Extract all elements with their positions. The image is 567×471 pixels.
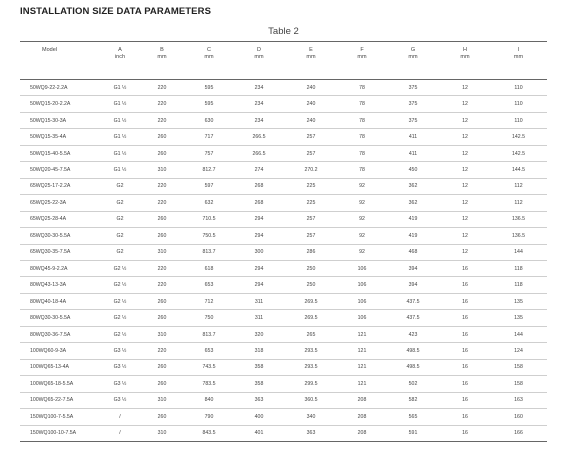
value-cell: 144 [490,326,547,342]
value-cell: 750 [184,310,234,326]
value-cell: 78 [338,96,386,112]
value-cell: 16 [440,376,490,392]
value-cell: 220 [140,195,184,211]
value-cell: 250 [284,260,338,276]
value-cell: 260 [140,211,184,227]
table-row [20,376,547,392]
column-header-label: G [410,47,416,53]
value-cell: 16 [440,425,490,441]
value-cell: 92 [338,195,386,211]
value-cell: 121 [338,376,386,392]
model-cell: 50WQ15-35-4A [20,129,100,145]
value-cell: 142.5 [490,145,547,161]
value-cell: 16 [440,293,490,309]
column-header-unit: mm [460,54,470,60]
column-header-label: I [517,47,520,53]
value-cell: 411 [386,145,440,161]
value-cell: 597 [184,178,234,194]
value-cell: 813.7 [184,326,234,342]
value-cell: 710.5 [184,211,234,227]
value-cell: 340 [284,409,338,425]
column-header-label: A [118,47,122,53]
model-cell: 65WQ30-35-7.5A [20,244,100,260]
value-cell: 118 [490,260,547,276]
value-cell: 158 [490,359,547,375]
value-cell: 595 [184,96,234,112]
column-header-e [284,42,338,80]
value-cell: 310 [140,326,184,342]
value-cell: 106 [338,260,386,276]
table-row [20,112,547,128]
value-cell: G2 [100,244,140,260]
value-cell: 311 [234,310,284,326]
value-cell: 299.5 [284,376,338,392]
value-cell: 362 [386,195,440,211]
value-cell: 106 [338,293,386,309]
value-cell: 843.5 [184,425,234,441]
value-cell: 220 [140,277,184,293]
value-cell: 653 [184,277,234,293]
value-cell: 12 [440,80,490,96]
value-cell: G1 ½ [100,162,140,178]
value-cell: 310 [140,244,184,260]
value-cell: 358 [234,359,284,375]
value-cell: 112 [490,178,547,194]
table-row [20,409,547,425]
value-cell: 12 [440,112,490,128]
value-cell: 300 [234,244,284,260]
value-cell: 268 [234,195,284,211]
value-cell: G2 ½ [100,310,140,326]
table-row [20,392,547,408]
value-cell: G1 ½ [100,112,140,128]
table-row [20,145,547,161]
value-cell: 363 [284,425,338,441]
table-row [20,277,547,293]
value-cell: / [100,425,140,441]
value-cell: G1 ½ [100,145,140,161]
value-cell: 260 [140,129,184,145]
value-cell: / [100,409,140,425]
value-cell: 294 [234,260,284,276]
value-cell: 16 [440,392,490,408]
value-cell: 16 [440,260,490,276]
value-cell: G2 ½ [100,293,140,309]
value-cell: G2 [100,211,140,227]
value-cell: 265 [284,326,338,342]
value-cell: 135 [490,293,547,309]
value-cell: 16 [440,310,490,326]
value-cell: 274 [234,162,284,178]
value-cell: G3 ½ [100,376,140,392]
column-header-h [440,42,490,80]
value-cell: 812.7 [184,162,234,178]
value-cell: 112 [490,195,547,211]
column-header-unit: mm [357,54,367,60]
model-cell: 100WQ65-18-5.5A [20,376,100,392]
value-cell: 358 [234,376,284,392]
column-header-label: Model [42,47,57,53]
value-cell: 78 [338,112,386,128]
value-cell: 270.2 [284,162,338,178]
value-cell: 419 [386,228,440,244]
table-header-row [20,42,547,80]
value-cell: 12 [440,178,490,194]
value-cell: 260 [140,310,184,326]
value-cell: 813.7 [184,244,234,260]
value-cell: 160 [490,409,547,425]
value-cell: 260 [140,228,184,244]
table-row [20,310,547,326]
value-cell: 110 [490,96,547,112]
table-row [20,326,547,342]
column-header-unit: mm [254,54,264,60]
value-cell: G2 ½ [100,260,140,276]
value-cell: 158 [490,376,547,392]
value-cell: 110 [490,112,547,128]
value-cell: G2 [100,178,140,194]
value-cell: 632 [184,195,234,211]
value-cell: 12 [440,195,490,211]
value-cell: 401 [234,425,284,441]
value-cell: 240 [284,80,338,96]
column-header-label: C [207,47,211,53]
value-cell: 144.5 [490,162,547,178]
value-cell: 286 [284,244,338,260]
model-cell: 50WQ15-20-2.2A [20,96,100,112]
value-cell: 362 [386,178,440,194]
value-cell: G3 ½ [100,343,140,359]
value-cell: 110 [490,80,547,96]
value-cell: 582 [386,392,440,408]
value-cell: 78 [338,80,386,96]
value-cell: 437.5 [386,293,440,309]
value-cell: 268 [234,178,284,194]
value-cell: 250 [284,277,338,293]
column-header-b [140,42,184,80]
value-cell: 220 [140,260,184,276]
value-cell: 220 [140,178,184,194]
value-cell: 220 [140,96,184,112]
table-body [20,80,547,442]
value-cell: 142.5 [490,129,547,145]
value-cell: 144 [490,244,547,260]
table-row [20,129,547,145]
column-header-label: D [257,47,261,53]
model-cell: 65WQ30-30-5.5A [20,228,100,244]
model-cell: 100WQ65-22-7.5A [20,392,100,408]
column-header-g [386,42,440,80]
column-header-unit: inch [114,54,126,60]
table-row [20,425,547,441]
value-cell: 565 [386,409,440,425]
column-header-unit: mm [306,54,316,60]
model-cell: 80WQ40-18-4A [20,293,100,309]
value-cell: 220 [140,343,184,359]
value-cell: 310 [140,425,184,441]
value-cell: 12 [440,129,490,145]
value-cell: 92 [338,211,386,227]
table-row [20,178,547,194]
value-cell: G2 ½ [100,277,140,293]
model-cell: 65WQ25-28-4A [20,211,100,227]
value-cell: 423 [386,326,440,342]
value-cell: 257 [284,145,338,161]
value-cell: 591 [386,425,440,441]
value-cell: 260 [140,145,184,161]
value-cell: 257 [284,129,338,145]
value-cell: 92 [338,244,386,260]
value-cell: 363 [234,392,284,408]
value-cell: 234 [234,80,284,96]
value-cell: 16 [440,343,490,359]
column-header-label: H [463,47,467,53]
value-cell: 294 [234,277,284,293]
value-cell: 257 [284,211,338,227]
value-cell: G2 [100,195,140,211]
value-cell: 437.5 [386,310,440,326]
value-cell: 121 [338,326,386,342]
table-row [20,293,547,309]
value-cell: 234 [234,112,284,128]
value-cell: 468 [386,244,440,260]
value-cell: 240 [284,112,338,128]
table-row [20,211,547,227]
value-cell: 717 [184,129,234,145]
value-cell: 294 [234,228,284,244]
table-row [20,80,547,96]
value-cell: 394 [386,277,440,293]
value-cell: 595 [184,80,234,96]
value-cell: 260 [140,409,184,425]
value-cell: 310 [140,392,184,408]
value-cell: 136.5 [490,211,547,227]
value-cell: 653 [184,343,234,359]
value-cell: 757 [184,145,234,161]
value-cell: 16 [440,326,490,342]
model-cell: 80WQ30-30-5.5A [20,310,100,326]
value-cell: 840 [184,392,234,408]
value-cell: 502 [386,376,440,392]
value-cell: 121 [338,359,386,375]
value-cell: 106 [338,310,386,326]
value-cell: 375 [386,112,440,128]
value-cell: 257 [284,228,338,244]
value-cell: 269.5 [284,293,338,309]
model-cell: 100WQ65-13-4A [20,359,100,375]
value-cell: 12 [440,244,490,260]
value-cell: 208 [338,425,386,441]
value-cell: 375 [386,96,440,112]
model-cell: 50WQ15-40-5.5A [20,145,100,161]
column-header-c [184,42,234,80]
value-cell: 12 [440,211,490,227]
value-cell: 12 [440,96,490,112]
table-row [20,359,547,375]
value-cell: 78 [338,145,386,161]
model-cell: 80WQ30-36-7.5A [20,326,100,342]
value-cell: 320 [234,326,284,342]
value-cell: 12 [440,145,490,161]
value-cell: 630 [184,112,234,128]
value-cell: 124 [490,343,547,359]
column-header-i [490,42,547,80]
value-cell: 234 [234,96,284,112]
value-cell: G1 ½ [100,129,140,145]
model-cell: 150WQ100-7-5.5A [20,409,100,425]
value-cell: 318 [234,343,284,359]
column-header-f [338,42,386,80]
value-cell: 118 [490,277,547,293]
value-cell: 419 [386,211,440,227]
column-header-unit: mm [513,54,524,60]
value-cell: 260 [140,293,184,309]
value-cell: 220 [140,112,184,128]
value-cell: 12 [440,228,490,244]
table-row [20,260,547,276]
table-row [20,195,547,211]
value-cell: 311 [234,293,284,309]
value-cell: 16 [440,359,490,375]
column-header-d [234,42,284,80]
model-cell: 50WQ9-22-2.2A [20,80,100,96]
value-cell: 498.5 [386,343,440,359]
value-cell: 16 [440,277,490,293]
value-cell: 618 [184,260,234,276]
value-cell: 310 [140,162,184,178]
installation-size-table [20,41,547,442]
value-cell: G1 ½ [100,80,140,96]
model-cell: 80WQ43-13-3A [20,277,100,293]
value-cell: 135 [490,310,547,326]
value-cell: 790 [184,409,234,425]
value-cell: 293.5 [284,359,338,375]
value-cell: 16 [440,409,490,425]
model-cell: 65WQ25-17-2.2A [20,178,100,194]
value-cell: 394 [386,260,440,276]
value-cell: 225 [284,195,338,211]
value-cell: G3 ½ [100,359,140,375]
table-row [20,162,547,178]
value-cell: 266.5 [234,145,284,161]
column-header-label: F [360,47,364,53]
value-cell: 400 [234,409,284,425]
value-cell: 750.5 [184,228,234,244]
column-header-a [100,42,140,80]
value-cell: 220 [140,80,184,96]
value-cell: 498.5 [386,359,440,375]
column-header-unit: mm [157,54,167,60]
value-cell: 743.5 [184,359,234,375]
value-cell: 78 [338,162,386,178]
value-cell: 92 [338,228,386,244]
value-cell: 294 [234,211,284,227]
value-cell: 450 [386,162,440,178]
table-row [20,343,547,359]
value-cell: 136.5 [490,228,547,244]
value-cell: 121 [338,343,386,359]
value-cell: 106 [338,277,386,293]
value-cell: 92 [338,178,386,194]
column-header-unit: mm [204,54,214,60]
value-cell: 269.5 [284,310,338,326]
value-cell: 260 [140,376,184,392]
value-cell: 712 [184,293,234,309]
table-caption: Table 2 [268,26,299,37]
column-header-label: E [309,47,313,53]
model-cell: 50WQ15-30-3A [20,112,100,128]
value-cell: G3 ½ [100,392,140,408]
value-cell: 12 [440,162,490,178]
page-title: INSTALLATION SIZE DATA PARAMETERS [20,6,212,17]
model-cell: 150WQ100-10-7.5A [20,425,100,441]
column-header-model [20,42,100,80]
value-cell: 208 [338,409,386,425]
value-cell: 783.5 [184,376,234,392]
table-row [20,244,547,260]
model-cell: 65WQ25-22-3A [20,195,100,211]
table-row [20,96,547,112]
value-cell: 166 [490,425,547,441]
value-cell: 208 [338,392,386,408]
value-cell: 266.5 [234,129,284,145]
model-cell: 50WQ20-45-7.5A [20,162,100,178]
value-cell: G1 ½ [100,96,140,112]
value-cell: G2 ½ [100,326,140,342]
value-cell: 375 [386,80,440,96]
value-cell: 360.5 [284,392,338,408]
model-cell: 80WQ45-9-2.2A [20,260,100,276]
column-header-label: B [160,47,164,53]
value-cell: 78 [338,129,386,145]
value-cell: 240 [284,96,338,112]
value-cell: 260 [140,359,184,375]
value-cell: G2 [100,228,140,244]
model-cell: 100WQ60-9-3A [20,343,100,359]
table-row [20,228,547,244]
value-cell: 293.5 [284,343,338,359]
value-cell: 225 [284,178,338,194]
column-header-unit: mm [408,54,418,60]
value-cell: 411 [386,129,440,145]
value-cell: 163 [490,392,547,408]
